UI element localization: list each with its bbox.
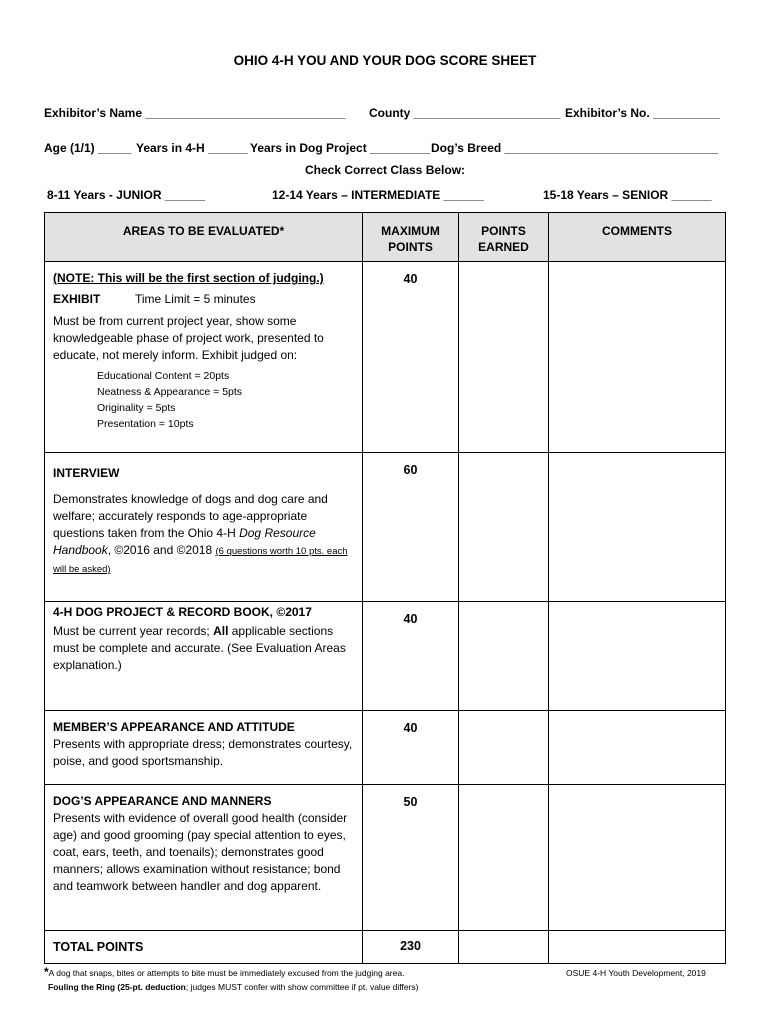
member-appearance-row <box>45 711 726 785</box>
total-points-earned[interactable] <box>459 931 549 964</box>
years-in-4h-field[interactable]: Years in 4-H ______ <box>136 141 249 155</box>
interview-comments[interactable] <box>549 453 726 602</box>
interview-label: INTERVIEW <box>53 466 120 480</box>
class-intermediate-field[interactable]: 12-14 Years – INTERMEDIATE ______ <box>272 188 484 202</box>
criteria-item: Neatness & Appearance = 5pts <box>97 386 243 398</box>
record-book-description: Must be current year records; All applicable sections must be complete and accurate. (See Evaluation Areas explanation.) <box>53 624 346 672</box>
member-appearance-label: MEMBER’S APPEARANCE AND ATTITUDE <box>53 720 295 734</box>
interview-row <box>45 453 726 602</box>
check-class-heading: Check Correct Class Below: <box>304 163 466 177</box>
member-appearance-max-points: 40 <box>363 711 459 785</box>
member-appearance-description: Presents with appropriate dress; demonstrates courtesy, poise, and good sportsmanship. <box>53 737 353 768</box>
exhibit-points-earned[interactable] <box>459 262 549 453</box>
dog-appearance-max-points: 50 <box>363 785 459 931</box>
interview-description: Demonstrates knowledge of dogs and dog care and welfare; accurately responds to age-appropriate questions taken from the Ohio 4-H Dog Resource Handbook, ©2016 and ©2018 (6 questions worth 10 pts. each will be asked) <box>53 492 348 575</box>
dog-appearance-comments[interactable] <box>549 785 726 931</box>
criteria-item: Presentation = 10pts <box>97 418 194 430</box>
member-appearance-comments[interactable] <box>549 711 726 785</box>
exhibit-note: (NOTE: This will be the first section of judging.) <box>53 271 324 285</box>
age-field[interactable]: Age (1/1) _____ <box>44 141 132 155</box>
exhibit-max-points: 40 <box>363 262 459 453</box>
exhibit-time-limit: Time Limit = 5 minutes <box>135 292 256 306</box>
score-table <box>44 212 726 964</box>
exhibit-comments[interactable] <box>549 262 726 453</box>
dog-breed-field[interactable]: Dog’s Breed ________________________________ <box>431 141 719 155</box>
exhibit-area <box>45 262 363 453</box>
criteria-item: Originality = 5pts <box>97 402 176 414</box>
footer-note-1: *A dog that snaps, bites or attempts to bite must be immediately excused from the judging area. <box>44 965 405 979</box>
exhibit-row <box>45 262 726 453</box>
record-book-max-points: 40 <box>363 602 459 711</box>
header-areas: AREAS TO BE EVALUATED* <box>45 213 363 262</box>
county-field[interactable]: County ______________________ <box>369 106 561 120</box>
total-comments[interactable] <box>549 931 726 964</box>
dog-appearance-row <box>45 785 726 931</box>
header-maximum-points: MAXIMUM POINTS <box>363 213 459 262</box>
member-appearance-area <box>45 711 363 785</box>
interview-points-earned[interactable] <box>459 453 549 602</box>
record-book-label: 4-H DOG PROJECT & RECORD BOOK, ©2017 <box>53 605 312 619</box>
class-junior-field[interactable]: 8-11 Years - JUNIOR ______ <box>47 188 205 202</box>
record-book-row <box>45 602 726 711</box>
page-title: OHIO 4-H YOU AND YOUR DOG SCORE SHEET <box>233 53 537 68</box>
exhibit-label: EXHIBIT <box>53 292 101 306</box>
criteria-item: Educational Content = 20pts <box>97 370 230 382</box>
interview-area <box>45 453 363 602</box>
dog-appearance-description: Presents with evidence of overall good health (consider age) and good grooming (pay special attention to eyes, coat, ears, teeth, and toenails); demonstrates good manners; allows examination without resistance; bond and teamwork between handler and dog apparent. <box>53 811 348 893</box>
exhibitor-number-field[interactable]: Exhibitor’s No. __________ <box>565 106 720 120</box>
exhibitor-name-field[interactable]: Exhibitor’s Name ______________________________ <box>44 106 346 120</box>
interview-max-points: 60 <box>363 453 459 602</box>
total-row <box>45 931 726 964</box>
class-senior-field[interactable]: 15-18 Years – SENIOR ______ <box>543 188 712 202</box>
record-book-area <box>45 602 363 711</box>
header-comments: COMMENTS <box>549 213 726 262</box>
total-label: TOTAL POINTS <box>45 931 363 964</box>
record-book-comments[interactable] <box>549 602 726 711</box>
years-in-dog-project-field[interactable]: Years in Dog Project _________ <box>250 141 431 155</box>
exhibit-description: Must be from current project year, show some knowledgeable phase of project work, presented to educate, not merely inform. Exhibit judged on: <box>53 314 324 362</box>
header-row <box>45 213 726 262</box>
record-book-points-earned[interactable] <box>459 602 549 711</box>
footer-credit: OSUE 4-H Youth Development, 2019 <box>566 968 706 978</box>
total-max-points: 230 <box>363 931 459 964</box>
member-appearance-points-earned[interactable] <box>459 711 549 785</box>
dog-appearance-label: DOG’S APPEARANCE AND MANNERS <box>53 794 272 808</box>
header-points-earned: POINTS EARNED <box>459 213 549 262</box>
exhibit-criteria <box>53 368 354 432</box>
dog-appearance-points-earned[interactable] <box>459 785 549 931</box>
dog-appearance-area <box>45 785 363 931</box>
footer-note-2: Fouling the Ring (25-pt. deduction; judges MUST confer with show committee if pt. value differs) <box>48 982 419 992</box>
